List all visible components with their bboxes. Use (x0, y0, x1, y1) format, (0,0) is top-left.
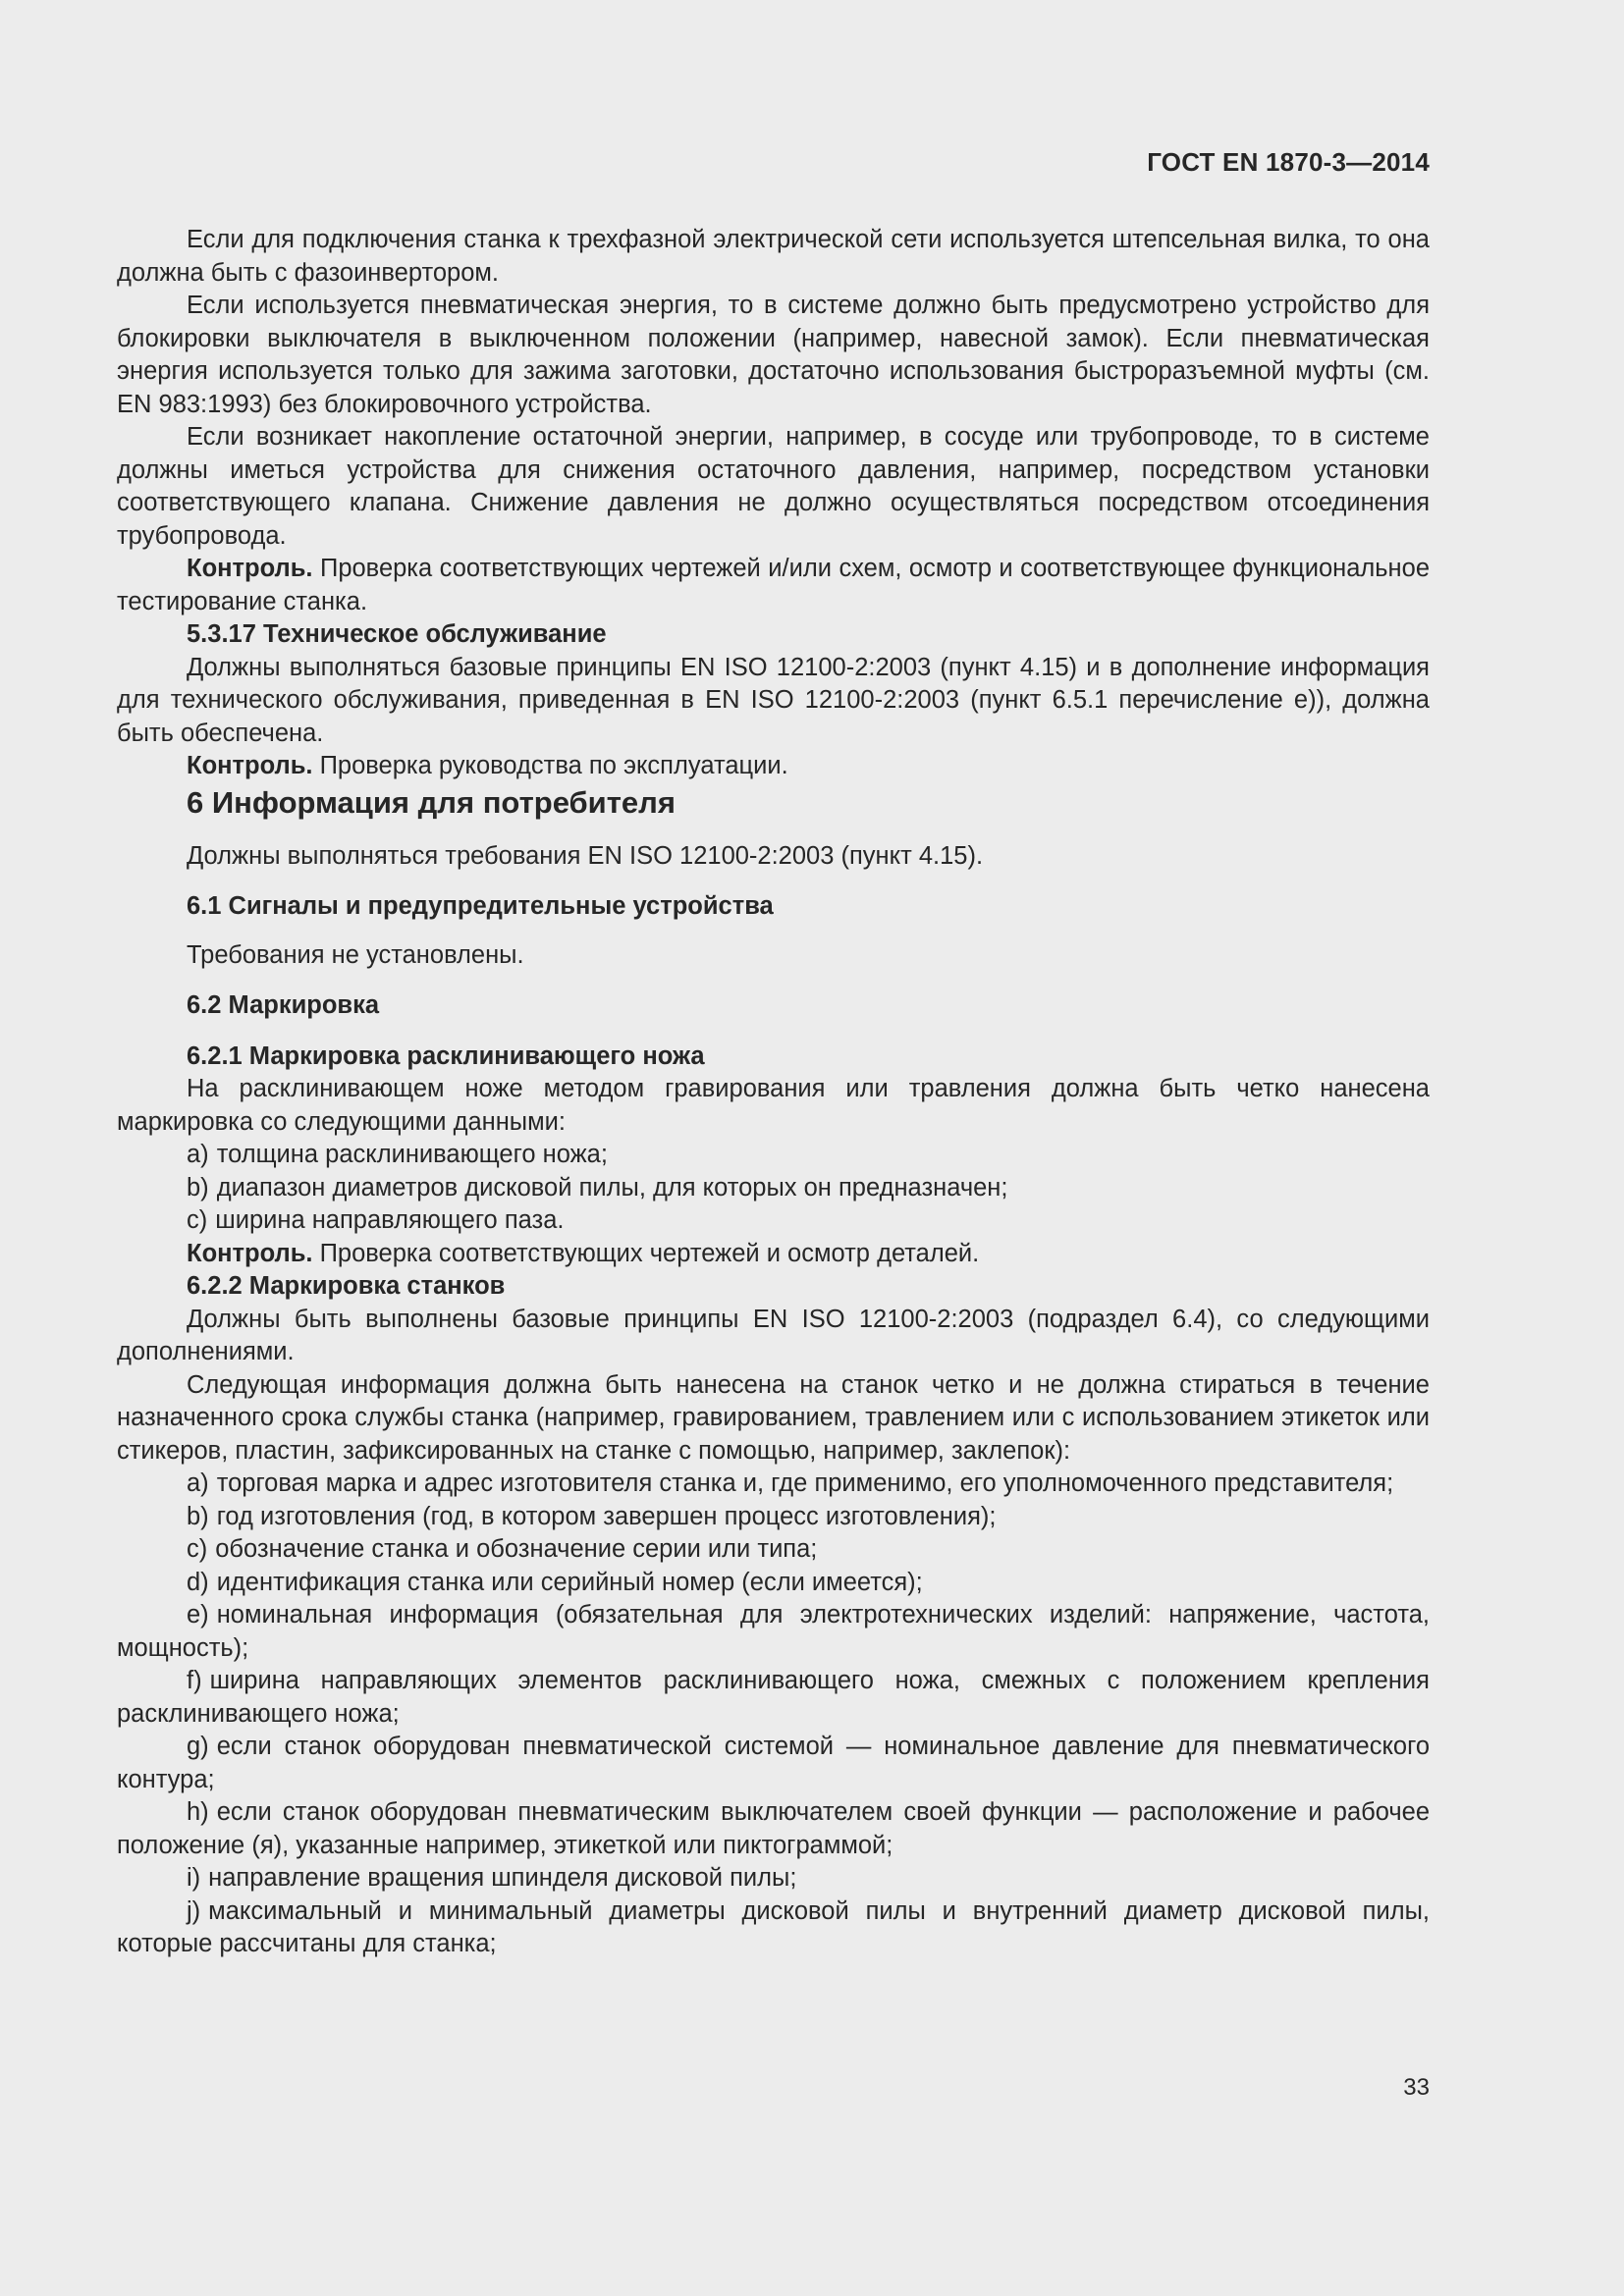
section-heading-6-2-2: 6.2.2 Маркировка станков (187, 1272, 506, 1300)
paragraph: Если возникает накопление остаточной энергии, например, в сосуде или трубопроводе, то в системе должны иметься устройства для снижения остаточного давления, например, посредством установки соответствующего клапана. Снижение давления не должно осуществляться посредством отсоединения трубопровода. (117, 423, 1430, 550)
control-text: Проверка соответствующих чертежей и/или схем, осмотр и соответствующее функциональное тестирование станка. (117, 555, 1430, 615)
paragraph: Должны выполняться требования EN ISO 12100-2:2003 (пункт 4.15). (187, 841, 984, 870)
section-heading-6-1: 6.1 Сигналы и предупредительные устройства (187, 892, 774, 920)
document-header: ГОСТ EN 1870-3—2014 (1147, 147, 1430, 177)
section-heading-5-3-17: 5.3.17 Техническое обслуживание (187, 620, 607, 648)
section-heading-6: 6 Информация для потребителя (187, 784, 676, 820)
list-item: j) максимальный и минимальный диаметры дисковой пилы и внутренний диаметр дисковой пилы, которые рассчитаны для станка; (117, 1896, 1430, 1957)
control-label: Контроль. (187, 555, 313, 582)
control-label: Контроль. (187, 752, 313, 779)
control-text: Проверка соответствующих чертежей и осмотр деталей. (312, 1239, 980, 1267)
paragraph: Требования не установлены. (187, 940, 524, 969)
control-paragraph (117, 553, 1430, 618)
list-item: e) номинальная информация (обязательная для электротехнических изделий: напряжение, частота, мощность); (117, 1601, 1430, 1662)
list-item: c) ширина направляющего паза. (187, 1206, 565, 1234)
section-heading-6-2: 6.2 Маркировка (187, 991, 380, 1019)
paragraph: Должны выполняться базовые принципы EN ISO 12100-2:2003 (пункт 4.15) и в дополнение информация для технического обслуживания, приведенная в EN ISO 12100-2:2003 (пункт 6.5.1 перечисление е)), должна быть обеспечена. (117, 653, 1430, 747)
paragraph: Следующая информация должна быть нанесена на станок четко и не должна стираться в течение назначенного срока службы станка (например, гравированием, травлением или с использованием этикеток или стикеров, пластин, зафиксированных на станке с помощью, например, заклепок): (117, 1370, 1430, 1465)
list-item: h) если станок оборудован пневматическим выключателем своей функции — расположение и рабочее положение (я), указанные например, этикеткой или пиктограммой; (117, 1798, 1430, 1859)
section-heading-6-2-1: 6.2.1 Маркировка расклинивающего ножа (187, 1041, 705, 1070)
list-item: g) если станок оборудован пневматической системой — номинальное давление для пневматического контура; (117, 1733, 1430, 1793)
control-paragraph (117, 1238, 1430, 1271)
document-body (117, 224, 1430, 1961)
list-item: a) торговая марка и адрес изготовителя станка и, где применимо, его уполномоченного представителя; (187, 1469, 1394, 1497)
paragraph: На расклинивающем ноже методом гравирования или травления должна быть четко нанесена маркировка со следующими данными: (117, 1075, 1430, 1136)
page-number: 33 (1403, 2074, 1430, 2101)
control-text: Проверка руководства по эксплуатации. (312, 752, 788, 779)
control-paragraph (117, 750, 1430, 783)
list-item: d) идентификация станка или серийный номер (если имеется); (187, 1568, 923, 1596)
paragraph: Если используется пневматическая энергия, то в системе должно быть предусмотрено устройство для блокировки выключателя в выключенном положении (например, навесной замок). Если пневматическая энергия используется только для зажима заготовки, достаточно использования быстроразъемной муфты (см. EN 983:1993) без блокировочного устройства. (117, 292, 1430, 418)
paragraph: Должны быть выполнены базовые принципы EN ISO 12100-2:2003 (подраздел 6.4), со следующими дополнениями. (117, 1305, 1430, 1365)
control-label: Контроль. (187, 1239, 313, 1267)
list-item: b) год изготовления (год, в котором завершен процесс изготовления); (187, 1502, 997, 1530)
list-item: b) диапазон диаметров дисковой пилы, для которых он предназначен; (187, 1173, 1008, 1201)
list-item: c) обозначение станка и обозначение серии или типа; (187, 1535, 818, 1563)
paragraph: Если для подключения станка к трехфазной электрической сети используется штепсельная вилка, то она должна быть с фазоинвертором. (117, 226, 1430, 287)
list-item: i) направление вращения шпинделя дисковой пилы; (187, 1864, 797, 1892)
list-item: f) ширина направляющих элементов расклинивающего ножа, смежных с положением крепления расклинивающего ножа; (117, 1667, 1430, 1728)
list-item: a) толщина расклинивающего ножа; (187, 1141, 608, 1168)
